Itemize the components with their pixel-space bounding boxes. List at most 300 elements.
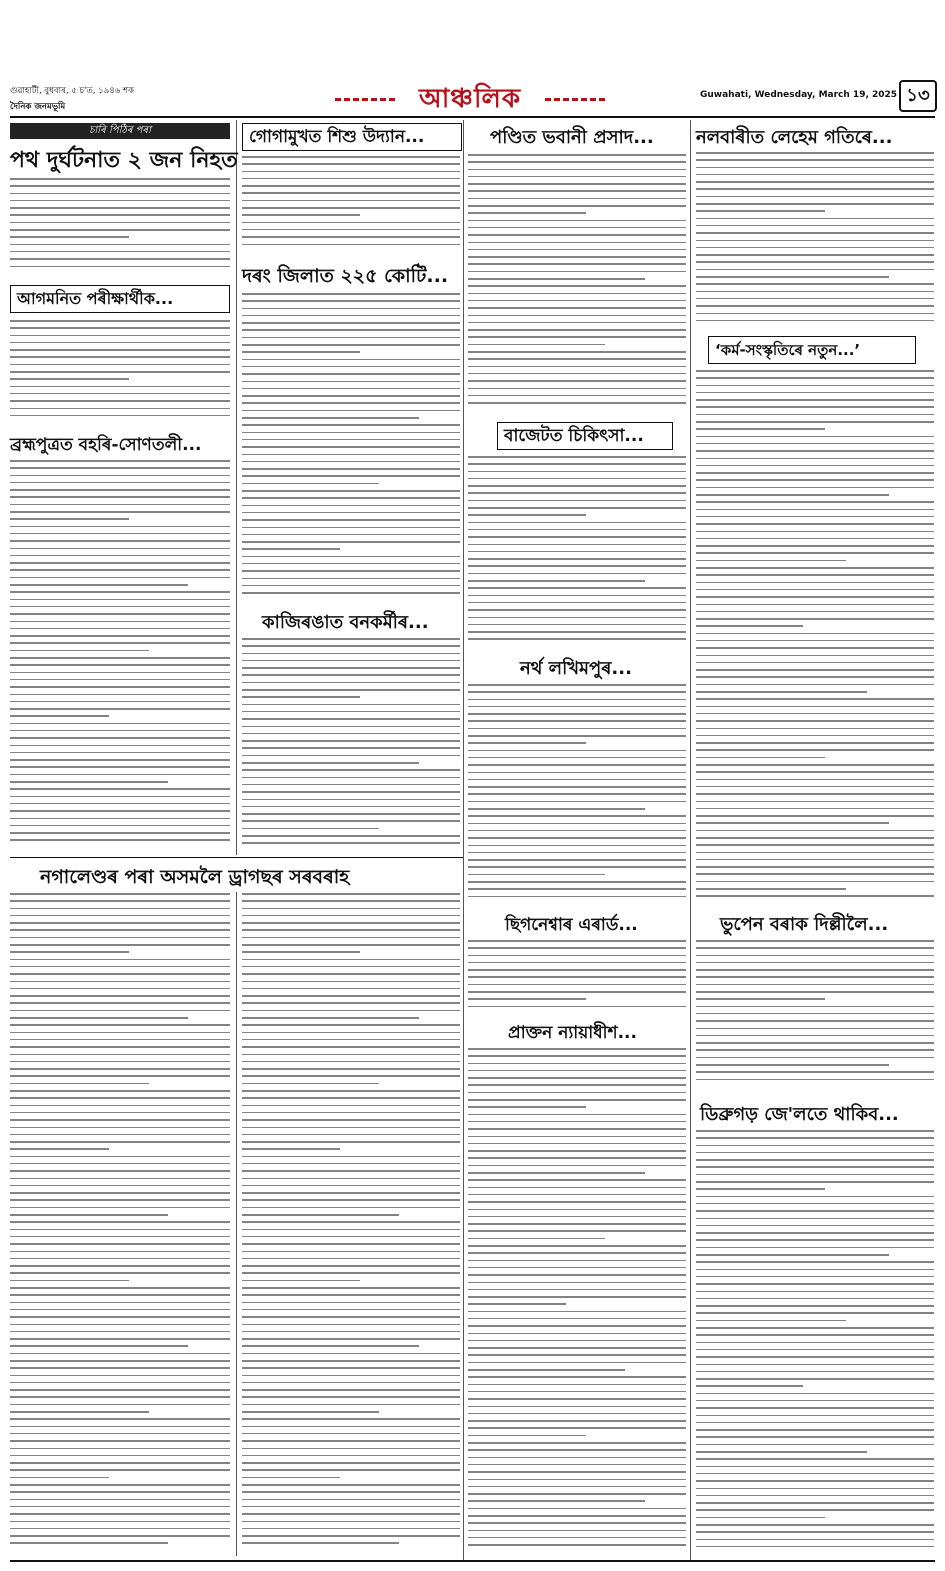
text-line: [10, 1309, 230, 1311]
text-line: [10, 1265, 230, 1267]
text-line: [696, 801, 934, 803]
text-line: [10, 1214, 168, 1216]
text-line: [468, 183, 686, 185]
text-line: [242, 1134, 460, 1136]
text-line: [10, 200, 230, 202]
text-line: [10, 1178, 230, 1180]
text-line: [468, 624, 686, 626]
text-line: [242, 1251, 460, 1253]
text-line: [10, 1528, 230, 1530]
headline-work-culture: ‘কৰ্ম-সংস্কৃতিৰে নতুন...’: [708, 336, 916, 364]
text-line: [10, 951, 129, 953]
text-line: [10, 415, 230, 417]
text-line: [10, 320, 230, 322]
text-line: [242, 381, 460, 383]
text-line: [696, 1261, 934, 1263]
text-line: [10, 1112, 230, 1114]
text-line: [468, 830, 686, 832]
text-line: [242, 777, 460, 779]
text-line: [696, 691, 867, 693]
text-line: [468, 507, 686, 509]
text-line: [468, 1449, 686, 1451]
text-line: [10, 1426, 230, 1428]
text-line: [10, 650, 149, 652]
text-line: [10, 1229, 230, 1231]
text-line: [468, 1128, 686, 1130]
text-line: [696, 655, 934, 657]
text-line: [10, 1396, 230, 1398]
article-body: [468, 940, 686, 1016]
article-body: [696, 940, 934, 1092]
headline-kaziranga: কাজিৰঙাত বনকৰ্মীৰ...: [262, 612, 429, 633]
text-line: [10, 839, 230, 841]
text-line: [468, 1354, 686, 1356]
text-line: [468, 1048, 686, 1050]
text-line: [696, 1020, 934, 1022]
text-line: [242, 178, 460, 180]
text-line: [696, 749, 934, 751]
text-line: [696, 152, 934, 154]
text-line: [468, 1274, 686, 1276]
text-line: [468, 874, 605, 876]
text-line: [468, 351, 686, 353]
text-line: [10, 577, 230, 579]
text-line: [696, 370, 934, 372]
text-line: [696, 1291, 934, 1293]
text-line: [696, 1364, 934, 1366]
headline-former-judge: প্ৰাক্তন ন্যায়াধীশ...: [508, 1023, 637, 1043]
headline-gogamukh: গোগামুখত শিশু উদ্যান...: [242, 123, 462, 151]
text-line: [468, 1325, 686, 1327]
text-line: [696, 955, 934, 957]
text-line: [468, 1070, 686, 1072]
text-line: [242, 402, 460, 404]
text-line: [696, 1145, 934, 1147]
text-line: [468, 551, 686, 553]
text-line: [242, 1331, 460, 1333]
text-line: [10, 774, 230, 776]
text-line: [468, 293, 686, 295]
text-line: [468, 1457, 686, 1459]
text-line: [696, 531, 934, 533]
article-body: [10, 320, 230, 428]
text-line: [468, 757, 686, 759]
text-line: [468, 631, 686, 633]
text-line: [10, 599, 230, 601]
text-line: [10, 1477, 109, 1479]
text-line: [10, 335, 230, 337]
text-line: [696, 479, 934, 481]
text-line: [696, 1239, 934, 1241]
text-line: [468, 198, 686, 200]
text-line: [10, 1032, 230, 1034]
text-line: [242, 1506, 460, 1508]
text-line: [242, 1032, 460, 1034]
text-line: [468, 998, 586, 1000]
text-line: [10, 1367, 230, 1369]
text-line: [468, 1099, 686, 1101]
text-line: [696, 458, 934, 460]
text-line: [242, 300, 460, 302]
text-line: [696, 1349, 934, 1351]
text-line: [242, 667, 460, 669]
text-line: [242, 929, 460, 931]
text-line: [696, 1415, 934, 1417]
text-line: [242, 1513, 460, 1515]
text-line: [468, 336, 686, 338]
text-line: [242, 563, 460, 565]
text-line: [242, 214, 360, 216]
text-line: [10, 818, 230, 820]
text-line: [468, 161, 686, 163]
text-line: [468, 845, 686, 847]
text-line: [696, 1071, 934, 1073]
text-line: [468, 344, 605, 346]
text-line: [10, 995, 230, 997]
text-line: [468, 373, 686, 375]
text-line: [10, 533, 230, 535]
text-line: [696, 808, 934, 810]
text-line: [242, 1236, 460, 1238]
text-line: [242, 973, 460, 975]
text-line: [468, 1165, 686, 1167]
text-line: [242, 388, 460, 390]
text-line: [10, 900, 230, 902]
text-line: [10, 1185, 230, 1187]
text-line: [10, 489, 230, 491]
text-line: [468, 984, 686, 986]
text-line: [242, 1127, 460, 1129]
text-line: [468, 456, 686, 458]
text-line: [242, 1258, 460, 1260]
text-line: [10, 1090, 230, 1092]
text-line: [242, 461, 460, 463]
text-line: [468, 706, 686, 708]
text-line: [242, 171, 460, 173]
text-line: [468, 1442, 686, 1444]
text-line: [696, 764, 934, 766]
text-line: [242, 410, 460, 412]
text-line: [242, 1207, 460, 1209]
headline-road-accident: পথ দুৰ্ঘটনাত ২ জন নিহত: [10, 148, 238, 173]
text-line: [468, 1413, 686, 1415]
text-line: [242, 900, 460, 902]
text-line: [242, 660, 460, 662]
text-line: [10, 258, 230, 260]
text-line: [696, 574, 934, 576]
paper-name: দৈনিক জনমভূমি: [10, 102, 66, 112]
text-line: [242, 1542, 399, 1544]
text-line: [696, 757, 825, 759]
header-rule: [10, 116, 935, 118]
text-line: [468, 1179, 686, 1181]
text-line: [696, 962, 934, 964]
text-line: [696, 188, 934, 190]
text-line: [242, 1170, 460, 1172]
text-line: [696, 1517, 825, 1519]
text-line: [10, 766, 230, 768]
text-line: [10, 266, 230, 268]
text-line: [468, 395, 686, 397]
text-line: [696, 1305, 934, 1307]
text-line: [242, 512, 460, 514]
text-line: [242, 915, 460, 917]
headline-examinees: আগমনিত পৰীক্ষাৰ্থীক...: [10, 285, 230, 313]
text-line: [10, 1207, 230, 1209]
text-line: [696, 406, 934, 408]
text-line: [242, 1068, 460, 1070]
text-line: [468, 558, 686, 560]
text-line: [696, 443, 934, 445]
text-line: [242, 762, 419, 764]
text-line: [468, 478, 686, 480]
article-body: [468, 684, 686, 906]
masthead-title: আঞ্চলিক: [418, 84, 522, 114]
text-line: [10, 207, 230, 209]
text-line: [696, 706, 934, 708]
text-line: [10, 1411, 149, 1413]
text-line: [468, 691, 686, 693]
text-line: [10, 1068, 230, 1070]
text-line: [468, 1537, 686, 1539]
text-line: [696, 1400, 934, 1402]
text-line: [242, 1075, 460, 1077]
text-line: [242, 1221, 460, 1223]
text-line: [242, 1061, 460, 1063]
text-line: [468, 1201, 686, 1203]
text-line: [242, 454, 460, 456]
text-line: [468, 1530, 686, 1532]
text-line: [10, 908, 230, 910]
text-line: [696, 669, 934, 671]
text-line: [696, 786, 934, 788]
text-line: [468, 1486, 686, 1488]
text-line: [468, 720, 686, 722]
article-body: [696, 1130, 934, 1555]
text-line: [696, 436, 934, 438]
text-line: [468, 587, 686, 589]
text-line: [468, 358, 686, 360]
text-line: [242, 1484, 460, 1486]
text-line: [242, 645, 460, 647]
text-line: [10, 1462, 230, 1464]
text-line: [696, 487, 934, 489]
text-line: [468, 234, 686, 236]
text-line: [10, 548, 230, 550]
text-line: [10, 1127, 230, 1129]
text-line: [468, 1464, 686, 1466]
text-line: [10, 1455, 230, 1457]
text-line: [696, 640, 934, 642]
text-line: [242, 799, 460, 801]
text-line: [696, 1152, 934, 1154]
text-line: [696, 305, 934, 307]
text-line: [242, 541, 460, 543]
text-line: [242, 222, 460, 224]
text-line: [696, 428, 825, 430]
text-line: [10, 555, 230, 557]
text-line: [10, 1024, 230, 1026]
text-line: [696, 232, 934, 234]
text-line: [468, 1267, 686, 1269]
text-line: [10, 1163, 230, 1165]
text-line: [242, 1156, 460, 1158]
text-line: [242, 740, 460, 742]
text-line: [10, 1236, 230, 1238]
text-line: [468, 852, 686, 854]
text-line: [10, 1338, 230, 1340]
text-line: [10, 1382, 230, 1384]
article-body: [10, 178, 230, 278]
text-line: [10, 504, 230, 506]
text-line: [242, 1360, 460, 1362]
text-line: [242, 1112, 460, 1114]
text-line: [468, 271, 686, 273]
text-line: [696, 261, 934, 263]
text-line: [696, 713, 934, 715]
text-line: [10, 540, 230, 542]
text-line: [242, 1491, 460, 1493]
text-line: [242, 1404, 460, 1406]
text-line: [696, 174, 934, 176]
text-line: [242, 1448, 460, 1450]
text-line: [468, 492, 686, 494]
headline-nagaland-drugs: নগালেণ্ডৰ পৰা অসমলৈ ড্ৰাগছৰ সৰবৰাহ: [40, 866, 350, 888]
text-line: [242, 578, 460, 580]
text-line: [696, 976, 934, 978]
text-line: [468, 976, 686, 978]
masthead-ornament-right: [545, 98, 605, 101]
text-line: [468, 256, 686, 258]
text-line: [468, 242, 686, 244]
text-line: [696, 269, 934, 271]
text-line: [696, 1203, 934, 1205]
text-line: [696, 589, 934, 591]
text-line: [10, 988, 230, 990]
text-line: [468, 580, 645, 582]
column-divider: [236, 120, 237, 855]
text-line: [696, 866, 934, 868]
headline-north-lakhimpur: নৰ্থ লখিমপুৰ...: [520, 658, 632, 679]
text-line: [696, 844, 934, 846]
text-line: [696, 254, 934, 256]
text-line: [10, 229, 230, 231]
text-line: [696, 1225, 934, 1227]
text-line: [242, 534, 460, 536]
text-line: [696, 1159, 934, 1161]
text-line: [696, 1006, 934, 1008]
text-line: [696, 1458, 934, 1460]
text-line: [468, 1522, 686, 1524]
text-line: [242, 1265, 460, 1267]
headline-nalbari: নলবাৰীত লেহেম গতিৰে...: [696, 127, 893, 148]
text-line: [468, 1369, 625, 1371]
text-line: [10, 1433, 230, 1435]
text-line: [468, 1172, 645, 1174]
text-line: [468, 1106, 586, 1108]
text-line: [10, 1017, 188, 1019]
text-line: [242, 1426, 460, 1428]
text-line: [10, 944, 230, 946]
text-line: [242, 689, 460, 691]
text-line: [242, 1324, 460, 1326]
headline-budget-health: বাজেটত চিকিৎসা...: [497, 422, 673, 450]
text-line: [10, 364, 230, 366]
text-line: [468, 176, 686, 178]
text-line: [468, 764, 686, 766]
text-line: [696, 283, 934, 285]
text-line: [468, 285, 686, 287]
text-line: [242, 308, 460, 310]
text-line: [696, 567, 934, 569]
text-line: [10, 788, 230, 790]
text-line: [468, 947, 686, 949]
text-line: [696, 523, 934, 525]
text-line: [10, 236, 129, 238]
text-line: [468, 742, 586, 744]
text-line: [242, 366, 460, 368]
text-line: [696, 560, 846, 562]
text-line: [696, 1342, 934, 1344]
text-line: [696, 247, 934, 249]
text-line: [468, 1384, 686, 1386]
text-line: [10, 214, 230, 216]
text-line: [696, 771, 934, 773]
text-line: [468, 1077, 686, 1079]
text-line: [468, 1209, 686, 1211]
text-line: [10, 378, 129, 380]
text-line: [696, 1035, 934, 1037]
text-line: [10, 1002, 230, 1004]
text-line: [696, 377, 934, 379]
text-line: [242, 1382, 460, 1384]
text-line: [468, 263, 686, 265]
text-line: [468, 595, 686, 597]
text-line: [468, 1238, 605, 1240]
text-line: [468, 1333, 686, 1335]
text-line: [468, 962, 686, 964]
text-line: [696, 414, 934, 416]
text-line: [468, 1150, 686, 1152]
text-line: [696, 676, 934, 678]
text-line: [468, 1318, 686, 1320]
text-line: [468, 485, 686, 487]
masthead: [345, 84, 595, 116]
text-line: [468, 220, 686, 222]
text-line: [242, 806, 460, 808]
text-line: [696, 793, 934, 795]
text-line: [696, 830, 934, 832]
text-line: [10, 973, 230, 975]
text-line: [242, 1243, 460, 1245]
text-line: [696, 538, 934, 540]
text-line: [10, 475, 230, 477]
text-line: [10, 1156, 230, 1158]
text-line: [696, 881, 934, 883]
text-line: [468, 544, 686, 546]
text-line: [10, 672, 230, 674]
text-line: [10, 222, 230, 224]
text-line: [10, 569, 230, 571]
text-line: [242, 828, 379, 830]
text-line: [10, 356, 230, 358]
text-line: [242, 988, 460, 990]
text-line: [242, 813, 460, 815]
text-line: [242, 1528, 460, 1530]
text-line: [242, 755, 460, 757]
text-line: [10, 1287, 230, 1289]
text-line: [696, 1327, 934, 1329]
